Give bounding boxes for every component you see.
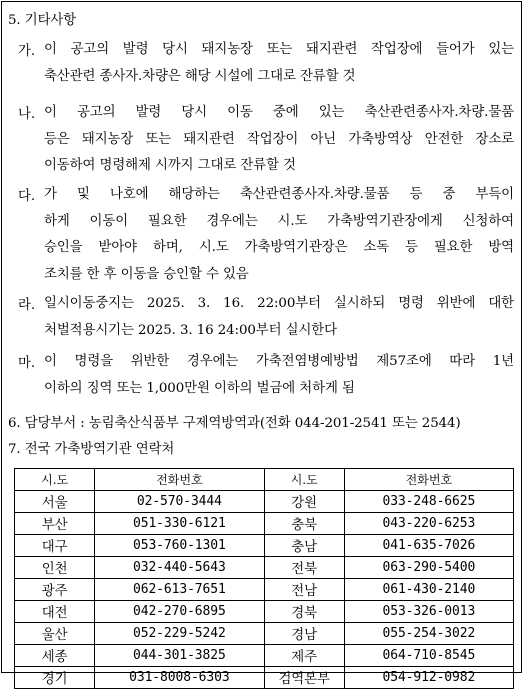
- phone-cell: 061-430-2140: [344, 579, 513, 601]
- item-line: 처벌적용시기는 2025. 3. 16 24:00부터 실시한다: [44, 322, 337, 338]
- phone-cell: 02-570-3444: [95, 491, 264, 513]
- item-lines: [44, 103, 514, 183]
- region-cell: 인천: [15, 557, 95, 579]
- item-line: 일시이동중지는 2025. 3. 16. 22:00부터 실시하되 명령 위반에 대한: [44, 296, 514, 311]
- table-row: [15, 623, 514, 645]
- table-row: [15, 513, 514, 535]
- item-line: 조치를 한 후 이동을 승인할 수 있음: [44, 266, 249, 282]
- phone-cell: 053-326-0013: [344, 601, 513, 623]
- region-cell: 경남: [264, 623, 344, 645]
- header-phone: 전화번호: [344, 469, 513, 491]
- phone-cell: 033-248-6625: [344, 491, 513, 513]
- item-line: 이 명령을 위반한 경우에는 가축전염병예방법 제57조에 따라 1년: [44, 354, 514, 369]
- header-region: 시.도: [264, 469, 344, 491]
- phone-cell: 053-760-1301: [95, 535, 264, 557]
- section-7-heading: 7. 전국 가축방역기관 연락처: [8, 442, 175, 457]
- region-cell: 울산: [15, 623, 95, 645]
- region-cell: 전남: [264, 579, 344, 601]
- phone-cell: 051-330-6121: [95, 513, 264, 535]
- item-line: 이동하여 명령해제 시까지 그대로 잔류할 것: [44, 158, 296, 173]
- region-cell: 세종: [15, 645, 95, 667]
- item-line: 가 및 나호에 해당하는 축산관련종사자.차량.물품 등 중 부득이: [44, 187, 514, 202]
- item-lines: [44, 294, 514, 347]
- region-cell: 경기: [15, 667, 95, 689]
- contact-table: [14, 468, 514, 689]
- item-line: 등은 돼지농장 또는 돼지관련 작업장이 아닌 가축방역상 안전한 장소로: [44, 131, 514, 147]
- table-header-row: [15, 469, 514, 491]
- item-lines: [44, 40, 514, 93]
- item-line: 이 공고의 발령 당시 돼지농장 또는 돼지관련 작업장에 들어가 있는: [44, 42, 514, 57]
- table-row: [15, 535, 514, 557]
- phone-cell: 032-440-5643: [95, 557, 264, 579]
- region-cell: 경북: [264, 601, 344, 623]
- region-cell: 대구: [15, 535, 95, 557]
- region-cell: 대전: [15, 601, 95, 623]
- table-row: [15, 601, 514, 623]
- phone-cell: 062-613-7651: [95, 579, 264, 601]
- table-row: [15, 491, 514, 513]
- phone-cell: 041-635-7026: [344, 535, 513, 557]
- phone-cell: 054-912-0982: [344, 667, 513, 689]
- region-cell: 충남: [264, 535, 344, 557]
- table-row: [15, 557, 514, 579]
- phone-cell: 031-8008-6303: [95, 667, 264, 689]
- phone-cell: 043-220-6253: [344, 513, 513, 535]
- region-cell: 강원: [264, 491, 344, 513]
- phone-cell: 055-254-3022: [344, 623, 513, 645]
- region-cell: 제주: [264, 645, 344, 667]
- item-line: 이 공고의 발령 당시 이동 중에 있는 축산관련종사자.차량.물품: [44, 105, 514, 120]
- item-marker: 나.: [18, 107, 35, 122]
- item-marker: 마.: [18, 356, 35, 371]
- region-cell: 전북: [264, 557, 344, 579]
- header-phone: 전화번호: [95, 469, 264, 491]
- phone-cell: 063-290-5400: [344, 557, 513, 579]
- item-lines: [44, 185, 514, 291]
- table-row: [15, 579, 514, 601]
- region-cell: 충북: [264, 513, 344, 535]
- region-cell: 광주: [15, 579, 95, 601]
- item-line: 축산관련 종사자.차량은 해당 시설에 그대로 잔류할 것: [44, 68, 356, 84]
- region-cell: 부산: [15, 513, 95, 535]
- item-line: 이하의 징역 또는 1,000만원 이하의 벌금에 처하게 됨: [44, 380, 355, 396]
- phone-cell: 064-710-8545: [344, 645, 513, 667]
- section-5-heading: 5. 기타사항: [8, 13, 77, 28]
- contact-department: 6. 담당부서 : 농림축산식품부 구제역방역과(전화 044-201-2541 또는 2544): [8, 416, 461, 431]
- item-marker: 가.: [18, 44, 35, 59]
- item-marker: 라.: [18, 298, 35, 313]
- item-line: 승인을 받아야 하며, 시.도 가축방역기관장은 소독 등 필요한 방역: [44, 240, 514, 255]
- table-row: [15, 645, 514, 667]
- phone-cell: 052-229-5242: [95, 623, 264, 645]
- contact-table-body: [15, 491, 514, 689]
- item-line: 하게 이동이 필요한 경우에는 시.도 가축방역기관장에게 신청하여: [44, 213, 514, 229]
- phone-cell: 042-270-6895: [95, 601, 264, 623]
- region-cell: 검역본부: [264, 667, 344, 689]
- table-row: [15, 667, 514, 689]
- item-lines: [44, 352, 514, 405]
- region-cell: 서울: [15, 491, 95, 513]
- header-region: 시.도: [15, 469, 95, 491]
- item-marker: 다.: [18, 189, 35, 204]
- phone-cell: 044-301-3825: [95, 645, 264, 667]
